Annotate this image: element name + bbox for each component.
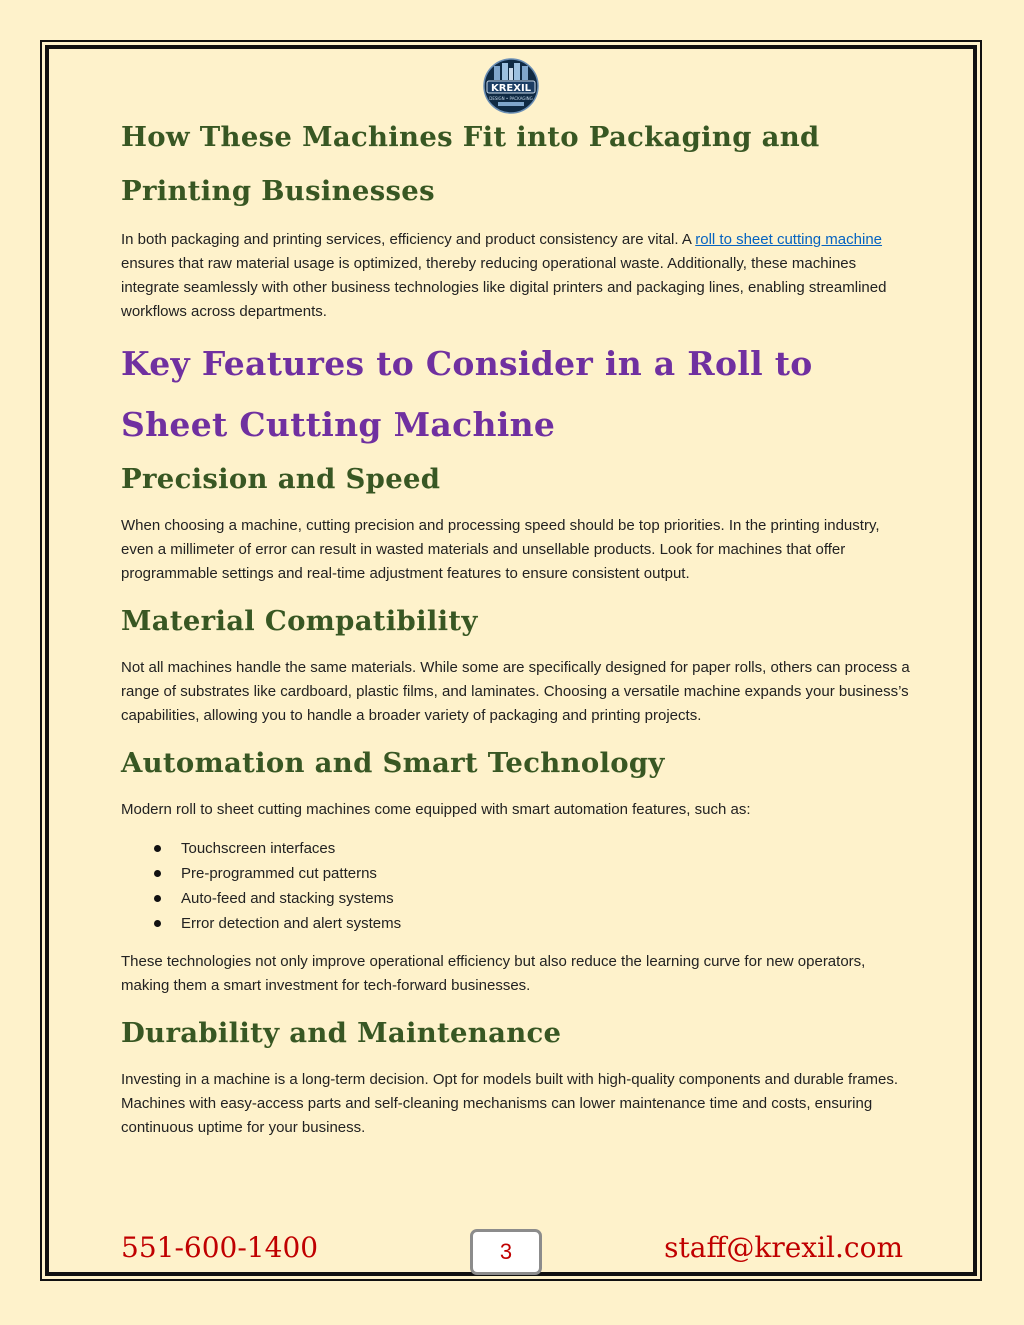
automation-feature-list [121,836,911,936]
list-item: Auto-feed and stacking systems [121,886,911,911]
paragraph-precision: When choosing a machine, cutting precision and processing speed should be top priorities. In the printing industry, even a millimeter of error can result in wasted materials and unsellable products. Look for machines that offer programmable settings and real-time adjustment features to ensure consistent output. [121,517,880,582]
krexil-logo [480,58,542,114]
footer-email[interactable]: staff@krexil.com [664,1231,903,1264]
heading-material-compatibility: Material Compatibility [121,605,478,637]
roll-to-sheet-link[interactable]: roll to sheet cutting machine [695,231,883,248]
page-content [121,110,911,1140]
footer-phone-number[interactable]: 551-600-1400 [121,1231,319,1264]
heading-automation: Automation and Smart Technology [121,747,665,779]
list-item: Error detection and alert systems [121,911,911,936]
paragraph-material: Not all machines handle the same materials. While some are specifically designed for paper rolls, others can process a range of substrates like cardboard, plastic films, and laminates. Choosing a versatile machine expands your business’s capabilities, allowing you to handle a broader variety of packaging and printing projects. [121,659,910,724]
paragraph-durability: Investing in a machine is a long-term decision. Opt for models built with high-quality components and durable frames. Machines with easy-access parts and self-cleaning mechanisms can lower maintenance time and costs, ensuring continuous uptime for your business. [121,1071,899,1136]
paragraph-text: ensures that raw material usage is optimized, thereby reducing operational waste. Additionally, these machines integrate seamlessly with other business technologies like digital printers and packaging lines, enabling streamlined workflows across departments. [121,255,887,320]
list-item: Touchscreen interfaces [121,836,911,861]
main-heading-key-features: Key Features to Consider in a Roll to Sheet Cutting Machine [121,344,813,444]
paragraph-text: In both packaging and printing services, efficiency and product consistency are vital. A [121,231,696,248]
heading-precision-speed: Precision and Speed [121,463,441,495]
svg-text:KREXIL: KREXIL [490,83,532,94]
heading-durability: Durability and Maintenance [121,1017,562,1049]
list-item: Pre-programmed cut patterns [121,861,911,886]
paragraph-packaging [121,228,911,324]
paragraph-automation-outro: These technologies not only improve operational efficiency but also reduce the learning curve for new operators, making them a smart investment for tech-forward businesses. [121,953,866,994]
page-number: 3 [470,1229,542,1275]
svg-text:DESIGN • PACKAGING: DESIGN • PACKAGING [489,96,533,101]
section-heading-packaging: How These Machines Fit into Packaging and Printing Businesses [121,121,820,207]
paragraph-automation-intro: Modern roll to sheet cutting machines come equipped with smart automation features, such as: [121,801,751,818]
